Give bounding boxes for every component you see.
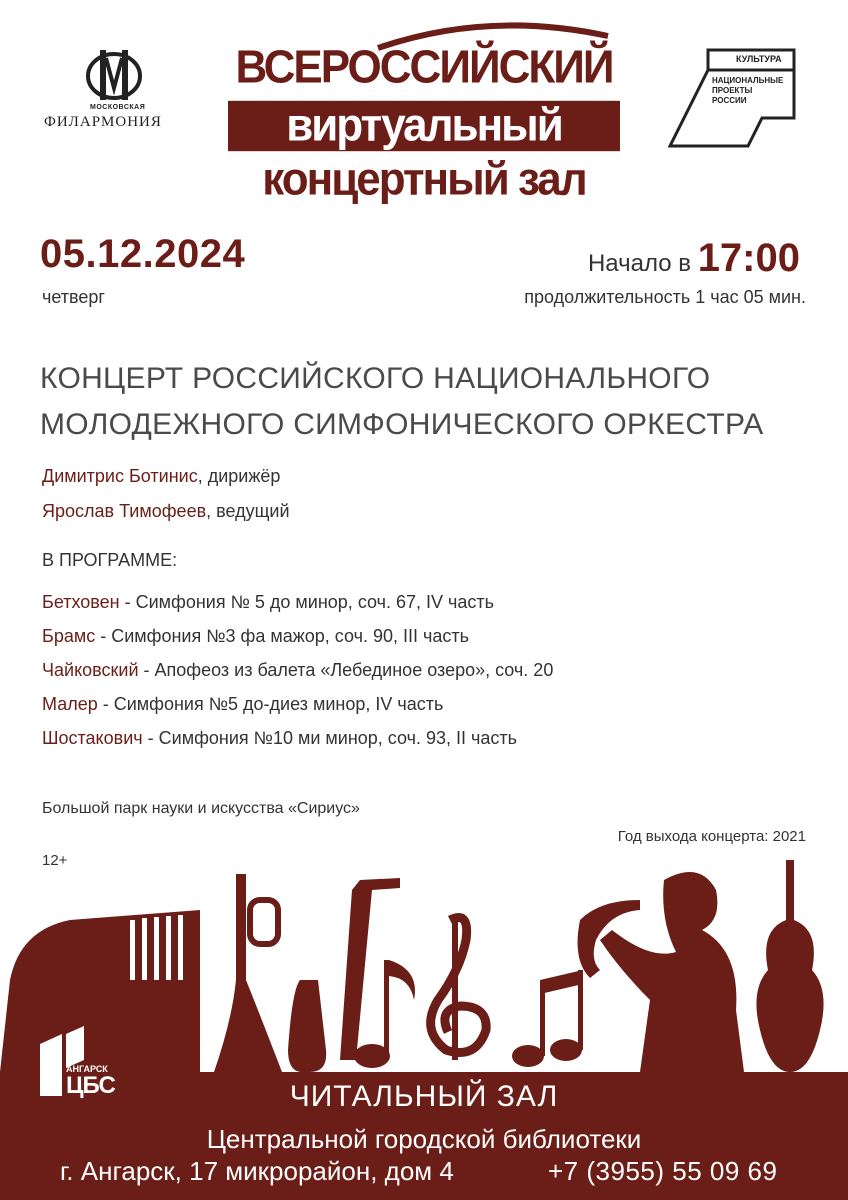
event-date: 05.12.2024 [40, 232, 246, 276]
work-title: - Апофеоз из балета «Лебединое озеро», соч. 20 [138, 660, 554, 680]
title-line-3: концертный зал [262, 153, 586, 206]
event-weekday: четверг [42, 287, 105, 307]
composer-name: Шостакович [42, 728, 143, 748]
work-title: - Симфония №5 до-диез минор, IV часть [97, 694, 444, 714]
culture-label: КУЛЬТУРА [736, 54, 782, 64]
composer-name: Бетховен [42, 592, 120, 612]
age-rating: 12+ [42, 852, 68, 869]
work-title: - Симфония №10 ми минор, соч. 93, II часть [142, 728, 518, 748]
start-time-block [560, 236, 800, 281]
performer-name: Ярослав Тимофеев [42, 501, 207, 521]
philharmonic-logo [44, 48, 184, 138]
library-phone: +7 (3955) 55 09 69 [548, 1156, 778, 1186]
venue: Большой парк науки и искусства «Сириус» [42, 800, 360, 817]
composer-name: Чайковский [42, 660, 139, 680]
treble-clef-icon [431, 918, 486, 1053]
start-time: 17:00 [697, 236, 800, 280]
title-line-1: ВСЕРОССИЙСКИЙ [235, 41, 613, 94]
philharmonic-sub-label: МОСКОВСКАЯ [90, 104, 146, 111]
reading-room-title: ЧИТАЛЬНЫЙ ЗАЛ [289, 1080, 559, 1113]
work-title: - Симфония №3 фа мажор, соч. 90, III часть [95, 626, 470, 646]
program-item [42, 721, 822, 755]
library-address: г. Ангарск, 17 микрорайон, дом 4 [60, 1156, 454, 1186]
program-item [42, 619, 822, 653]
composer-name: Брамс [42, 626, 96, 646]
performer-host [42, 501, 290, 522]
event-series-title [228, 18, 620, 206]
violin-icon [756, 860, 823, 1072]
program-item [42, 653, 822, 687]
national-projects-text: НАЦИОНАЛЬНЫЕ ПРОЕКТЫ РОССИИ [712, 76, 784, 105]
program-label: В ПРОГРАММЕ: [42, 550, 178, 570]
program-item [42, 687, 822, 721]
performer-conductor [42, 466, 280, 487]
work-title: - Симфония № 5 до минор, соч. 67, IV часть [119, 592, 495, 612]
event-duration: продолжительность 1 час 05 мин. [524, 287, 806, 307]
composer-name: Малер [42, 694, 98, 714]
title-line-2: виртуальный [228, 101, 620, 151]
concert-title: КОНЦЕРТ РОССИЙСКОГО НАЦИОНАЛЬНОГО МОЛОДЕЖНОГО СИМФОНИЧЕСКОГО ОРКЕСТРА [40, 362, 764, 441]
performer-name: Димитрис Ботинис [42, 466, 198, 486]
performer-role: , ведущий [206, 501, 290, 521]
philharmonic-name: ФИЛАРМОНИЯ [44, 114, 162, 130]
start-label: Начало в [587, 250, 692, 277]
national-projects-logo [668, 46, 802, 150]
saxophone-icon [288, 980, 326, 1072]
cbs-city: АНГАРСК [66, 1064, 108, 1074]
performer-role: , дирижёр [197, 466, 281, 486]
program-list [42, 585, 822, 755]
cbs-abbr: ЦБС [66, 1072, 115, 1099]
program-item [42, 585, 822, 619]
library-name: Центральной городской библиотеки [206, 1124, 642, 1154]
release-year: Год выхода концерта: 2021 [617, 828, 806, 845]
philharmonic-emblem-icon [82, 48, 146, 108]
